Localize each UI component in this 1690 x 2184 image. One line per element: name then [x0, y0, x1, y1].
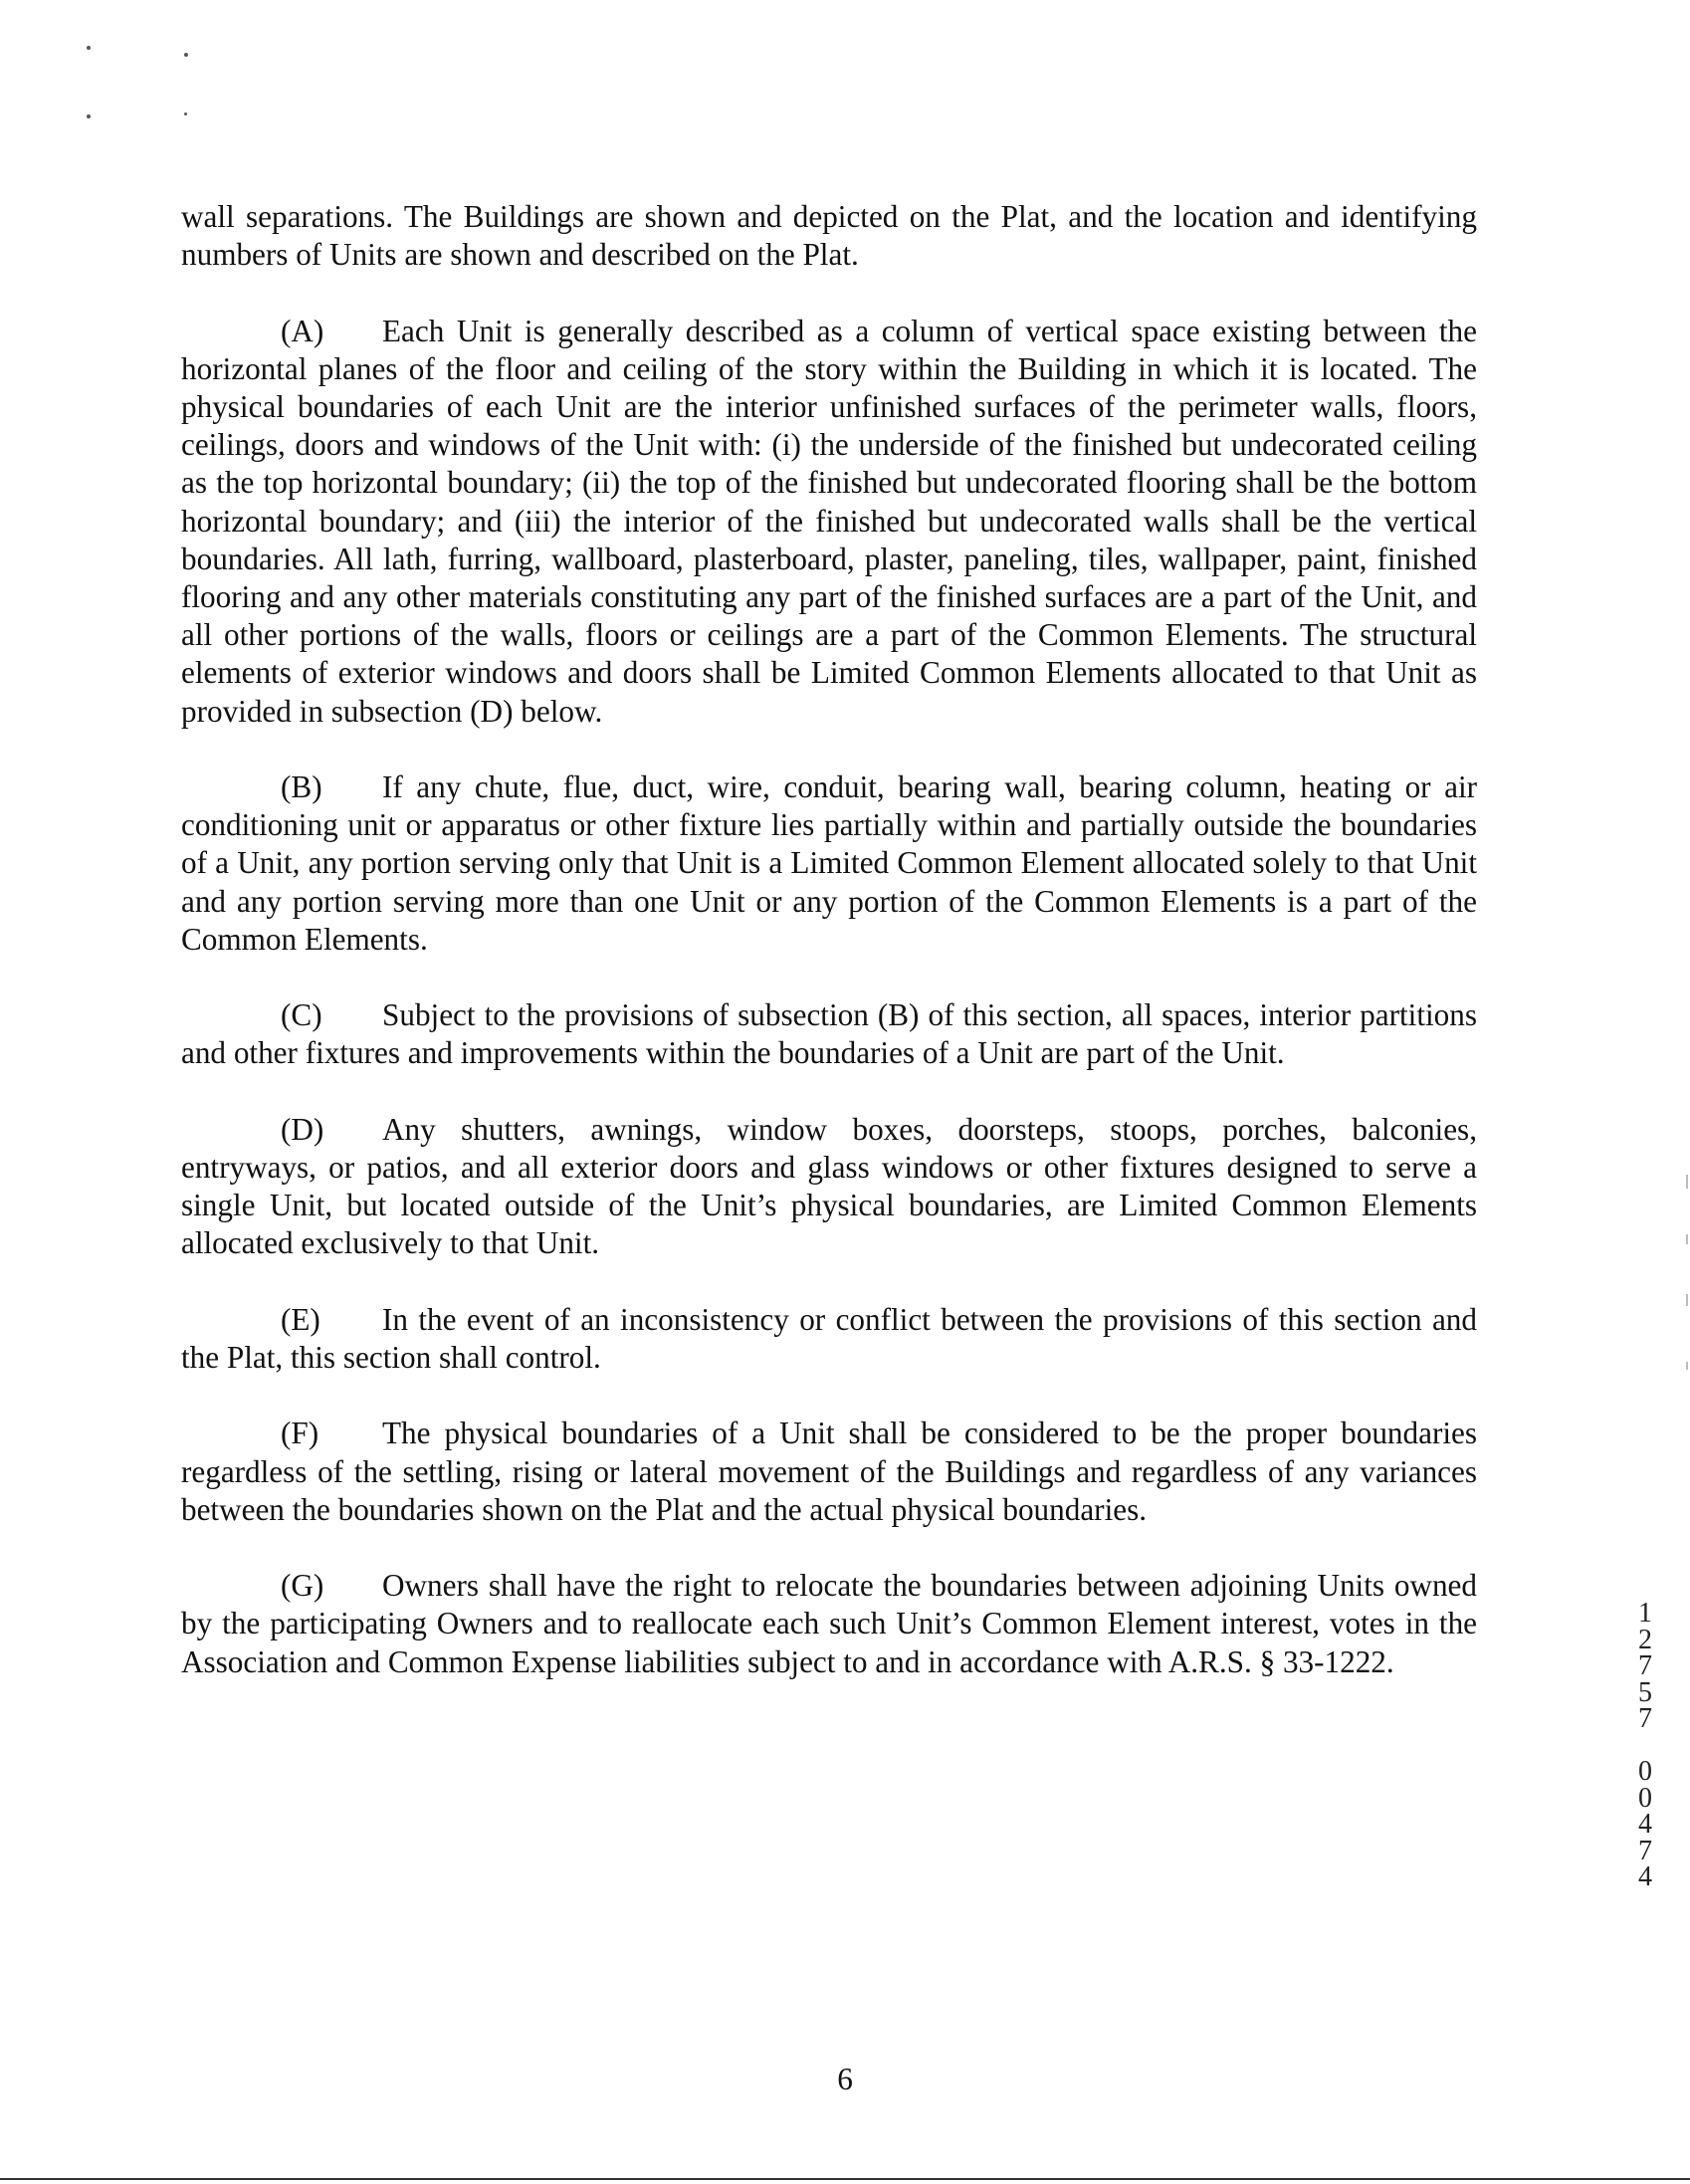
paragraph-text: If any chute, flue, duct, wire, conduit, bearing wall, bearing column, heating or air conditioning unit or apparatus or other fixture lies partially within and partially outside the boundaries of a Unit, any portion serving only that Unit is a Limited Common Element allocated solely to that Unit and any portion serving more than one Unit or any portion of the Common Elements is a part of the Common Elements.: [181, 769, 1477, 957]
margin-digit: 1: [1638, 1598, 1652, 1629]
paragraph-label: (F): [281, 1416, 319, 1451]
margin-digit: 0: [1638, 1782, 1652, 1814]
paragraph-text: Owners shall have the right to relocate the boundaries between adjoining Units owned by the participating Owners and to reallocate each such Unit’s Common Element interest, votes in the Association and Common Expense liabilities subject to and in accordance with A.R.S. § 33-1222.: [181, 1568, 1477, 1679]
paragraph-text: In the event of an inconsistency or conflict between the provisions of this section and the Plat, this section shall control.: [181, 1301, 1477, 1376]
paragraph-b: [181, 768, 1477, 959]
paragraph-label: (A): [281, 313, 324, 348]
scan-edge-mark: [1686, 1234, 1688, 1244]
scan-speck: [87, 114, 91, 118]
paragraph-label: (D): [281, 1111, 324, 1147]
bottom-scan-edge: [0, 2178, 1690, 2180]
margin-recording-number: [1629, 1598, 1661, 1892]
scan-edge-mark: [1686, 1294, 1688, 1306]
scan-speck: [87, 46, 91, 50]
page-number: 6: [837, 2062, 853, 2096]
paragraph-intro: [181, 198, 1477, 274]
paragraph-text: Subject to the provisions of subsection (B) of this section, all spaces, interior partitions and other fixtures and improvements within the boundaries of a Unit are part of the Unit.: [181, 997, 1477, 1071]
paragraph-g: [181, 1567, 1477, 1681]
paragraph-text: wall separations. The Buildings are shown and depicted on the Plat, and the location and identifying numbers of Units are shown and described on the Plat.: [181, 199, 1477, 273]
paragraph-label: (B): [281, 769, 322, 805]
margin-digit: 4: [1638, 1809, 1652, 1840]
paragraph-f: [181, 1415, 1477, 1529]
paragraph-c: [181, 996, 1477, 1072]
margin-digit: 7: [1638, 1650, 1652, 1681]
margin-digit: 0: [1638, 1756, 1652, 1787]
margin-digit: 2: [1638, 1624, 1652, 1655]
margin-digit: 7: [1638, 1703, 1652, 1734]
scan-speck: [184, 53, 188, 57]
scan-edge-mark: [1686, 1175, 1688, 1189]
paragraph-label: (G): [281, 1568, 324, 1604]
paragraph-text: Each Unit is generally described as a column of vertical space existing between the horizontal planes of the floor and ceiling of the story within the Building in which it is located. The physical boundaries of each Unit are the interior unfinished surfaces of the perimeter walls, floors, ceilings, doors and windows of the Unit with: (i) the underside of the finished but undecorated ceiling as the top horizontal boundary; (ii) the top of the finished but undecorated flooring shall be the bottom horizontal boundary; and (iii) the interior of the finished but undecorated walls shall be the vertical boundaries. All lath, furring, wallboard, plasterboard, plaster, paneling, tiles, wallpaper, paint, finished flooring and any other materials constituting any part of the finished surfaces are a part of the Unit, and all other portions of the walls, floors or ceilings are a part of the Common Elements. The structural elements of exterior windows and doors shall be Limited Common Elements allocated to that Unit as provided in subsection (D) below.: [181, 313, 1477, 729]
paragraph-text: Any shutters, awnings, window boxes, doorsteps, stoops, porches, balconies, entryways, or patios, and all exterior doors and glass windows or other fixtures designed to serve a single Unit, but located outside of the Unit’s physical boundaries, are Limited Common Elements allocated exclusively to that Unit.: [181, 1111, 1477, 1261]
paragraph-label: (C): [281, 997, 322, 1033]
scan-edge-mark: [1686, 1362, 1688, 1370]
scan-speck: [184, 112, 187, 115]
paragraph-e: [181, 1301, 1477, 1377]
paragraph-a: [181, 313, 1477, 731]
paragraph-d: [181, 1111, 1477, 1263]
paragraph-label: (E): [281, 1301, 320, 1337]
margin-digit: 5: [1638, 1676, 1652, 1708]
margin-digit: 4: [1638, 1861, 1652, 1892]
body-text: [181, 198, 1477, 1719]
paragraph-text: The physical boundaries of a Unit shall be considered to be the proper boundaries regardless of the settling, rising or lateral movement of the Buildings and regardless of any variances between the boundaries shown on the Plat and the actual physical boundaries.: [181, 1416, 1477, 1527]
margin-digit: 7: [1638, 1835, 1652, 1866]
